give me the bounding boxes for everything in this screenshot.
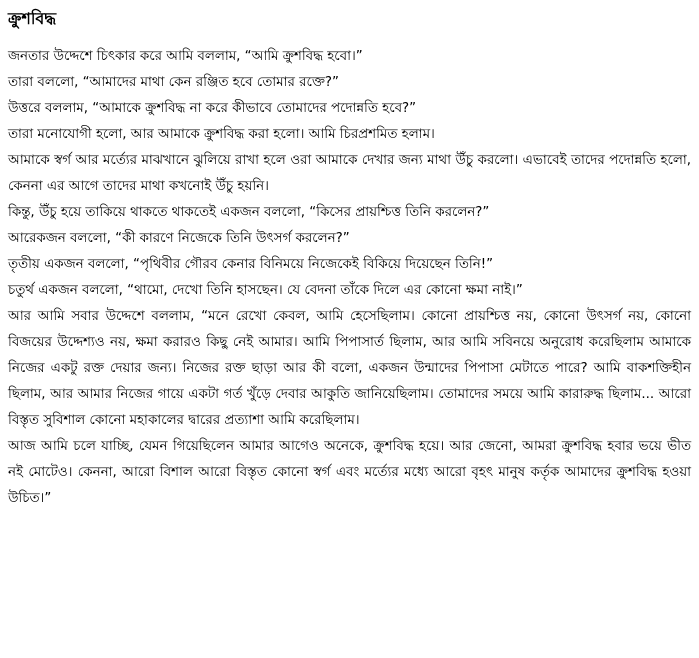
paragraph: জনতার উদ্দেশে চিৎকার করে আমি বললাম, “আমি ক্রুশবিদ্ধ হবো।” <box>8 49 363 64</box>
paragraph: আর আমি সবার উদ্দেশে বললাম, “মনে রেখো কেবল, আমি হেসেছিলাম। কোনো প্রায়শ্চিত্ত নয়, কোনো উৎসর্গ নয়, কোনো বিজয়ের উদ্দেশ্যও নয়, ক্ষমা করারও কিছু নেই আমার। আমি পিপাসার্ত ছিলাম, আর আমি সবিনয়ে অনুরোধ করেছিলাম আমাকে নিজের একটু রক্ত দেয়ার জন্য। নিজের রক্ত ছাড়া আর কী বলো, একজন উন্মাদের পিপাসা মেটাতে পারে? আমি বাকশক্তিহীন ছিলাম, আর আমার নিজের গায়ে একটা গর্ত খুঁড়ে দেবার আকুতি জানিয়েছিলাম। তোমাদের সময়ে আমি কারারুদ্ধ ছিলাম... আরো বিস্তৃত সুবিশাল কোনো মহাকালের দ্বারের প্রত্যাশা আমি করেছিলাম। <box>8 309 691 428</box>
paragraph: তারা মনোযোগী হলো, আর আমাকে ক্রুশবিদ্ধ করা হলো। আমি চিরপ্রশমিত হলাম। <box>8 127 435 142</box>
paragraph: কিন্তু, উঁচু হয়ে তাকিয়ে থাকতে থাকতেই একজন বললো, “কিসের প্রায়শ্চিত্ত তিনি করলেন?” <box>8 205 490 220</box>
paragraph: আজ আমি চলে যাচ্ছি, যেমন গিয়েছিলেন আমার আগেও অনেকে, ক্রুশবিদ্ধ হয়ে। আর জেনো, আমরা ক্রুশবিদ্ধ হবার ভয়ে ভীত নই মোটেও। কেননা, আরো বিশাল আরো বিস্তৃত কোনো স্বর্গ এবং মর্ত্যের মধ্যে আরো বৃহৎ মানুষ কর্তৃক আমাদের ক্রুশবিদ্ধ হওয়া উচিত।” <box>8 439 691 506</box>
paragraph: তারা বললো, “আমাদের মাথা কেন রঞ্জিত হবে তোমার রক্তে?” <box>8 75 339 90</box>
paragraph: আরেকজন বললো, “কী কারণে নিজেকে তিনি উৎসর্গ করলেন?” <box>8 231 350 246</box>
paragraph: আমাকে স্বর্গ আর মর্ত্যের মাঝখানে ঝুলিয়ে রাখা হলে ওরা আমাকে দেখার জন্য মাথা উঁচু করলো। এভাবেই তাদের পদোন্নতি হলো, কেননা এর আগে তাদের মাথা কখনোই উঁচু হয়নি। <box>8 153 691 194</box>
paragraph: চতুর্থ একজন বললো, “থামো, দেখো তিনি হাসছেন। যে বেদনা তাঁকে দিলে এর কোনো ক্ষমা নাই।” <box>8 283 523 298</box>
paragraph: তৃতীয় একজন বললো, “পৃথিবীর গৌরব কেনার বিনিময়ে নিজেকেই বিকিয়ে দিয়েছেন তিনি!” <box>8 257 494 272</box>
document-title: ক্রুশবিদ্ধ <box>8 9 57 28</box>
paragraph: উত্তরে বললাম, “আমাকে ক্রুশবিদ্ধ না করে কীভাবে তোমাদের পদোন্নতি হবে?” <box>8 101 417 116</box>
